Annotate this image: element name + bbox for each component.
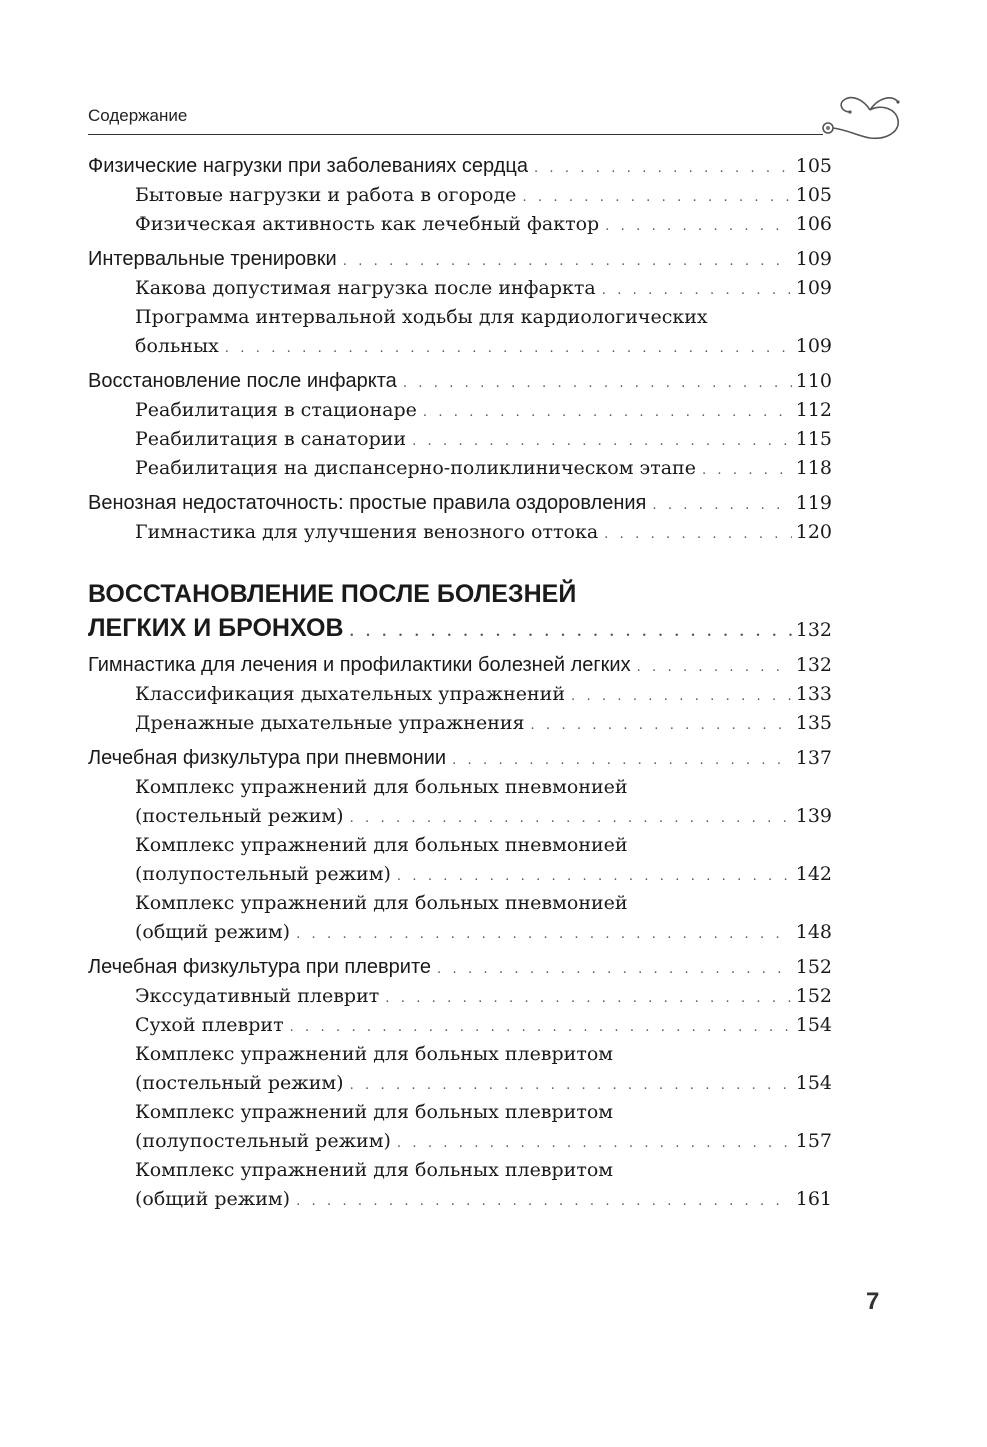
toc-page-number: 154	[795, 1014, 832, 1036]
toc-entry-title: (постельный режим)	[135, 1072, 344, 1094]
toc-page-number: 137	[795, 747, 832, 769]
toc-page-number: 133	[795, 683, 832, 705]
toc-page-number: 109	[795, 248, 832, 270]
toc-subsection-entry[interactable]	[88, 396, 832, 425]
toc-entry-title-line: Комплекс упражнений для больных пневмонией	[135, 892, 628, 914]
part-heading[interactable]	[88, 577, 832, 645]
toc-section-lungs	[88, 651, 832, 1214]
leader-dots	[437, 955, 792, 984]
toc-subsection-entry[interactable]	[88, 1011, 832, 1040]
page-number: 7	[866, 1288, 880, 1315]
toc-page-number: 118	[795, 457, 832, 479]
toc-section-entry[interactable]	[88, 152, 832, 181]
toc-entry-title: Лечебная физкультура при пневмонии	[88, 747, 447, 769]
toc-entry-title: (полупостельный режим)	[135, 1130, 391, 1152]
toc-page-number: 109	[795, 335, 832, 357]
toc-entry-title: Физическая активность как лечебный фактор	[135, 213, 600, 235]
toc-page-number: 142	[795, 863, 832, 885]
toc-subsection-entry[interactable]	[88, 680, 832, 709]
toc-entry-title: Сухой плеврит	[135, 1014, 284, 1036]
toc-page-number: 120	[795, 521, 832, 543]
part-title-line1: ВОССТАНОВЛЕНИЕ ПОСЛЕ БОЛЕЗНЕЙ	[88, 580, 577, 608]
toc-subsection-entry[interactable]	[88, 982, 832, 1011]
leader-dots	[637, 653, 792, 682]
toc-entry-title: больных	[135, 335, 219, 357]
toc-page-number: 112	[795, 399, 832, 421]
toc-page-number: 105	[795, 155, 832, 177]
toc-entry-continuation	[88, 1127, 832, 1156]
toc-entry-title: (постельный режим)	[135, 805, 344, 827]
toc-entry-title: Физические нагрузки при заболеваниях сердца	[88, 155, 528, 177]
leader-dots	[385, 984, 791, 1013]
toc-subsection-entry[interactable]	[88, 454, 832, 483]
toc-entry-continuation	[88, 332, 832, 361]
leader-dots	[403, 369, 792, 398]
toc-entry-title-line: Комплекс упражнений для больных плевритом	[135, 1043, 614, 1065]
toc-entry-title-line: Комплекс упражнений для больных плевритом	[135, 1101, 614, 1123]
toc-page-number: 139	[795, 805, 832, 827]
leader-dots	[702, 456, 792, 485]
toc-page-number: 105	[795, 184, 832, 206]
toc-entry-continuation	[88, 802, 832, 831]
toc-page-number: 110	[795, 370, 832, 392]
toc-subsection-entry[interactable]	[88, 709, 832, 738]
toc-page-number: 135	[795, 712, 832, 734]
running-header: Содержание	[88, 106, 188, 125]
toc-entry-title: Реабилитация на диспансерно-поликлиническом этапе	[135, 457, 696, 479]
toc-section-entry[interactable]	[88, 489, 832, 518]
toc-subsection-entry[interactable]	[88, 889, 832, 947]
toc-entry-continuation	[88, 860, 832, 889]
leader-dots	[350, 804, 792, 833]
toc-page-number: 161	[795, 1188, 832, 1210]
leader-dots	[290, 1013, 792, 1042]
leader-dots	[452, 746, 792, 775]
toc-page-number: 152	[795, 956, 832, 978]
toc-subsection-entry[interactable]	[88, 425, 832, 454]
toc-entry-title: Реабилитация в санатории	[135, 428, 407, 450]
toc-entry-continuation	[88, 1069, 832, 1098]
toc-entry-title-line: Комплекс упражнений для больных пневмонией	[135, 834, 628, 856]
toc-section-entry[interactable]	[88, 953, 832, 982]
toc-entry-title: (общий режим)	[135, 1188, 291, 1210]
leader-dots	[605, 212, 792, 241]
leader-dots	[296, 1187, 792, 1216]
toc-page-number: 106	[795, 213, 832, 235]
toc-section-entry[interactable]	[88, 744, 832, 773]
toc-page-number: 109	[795, 277, 832, 299]
toc-entry-title: Восстановление после инфаркта	[88, 370, 397, 392]
leader-dots	[397, 862, 792, 891]
toc-entry-title: Экссудативный плеврит	[135, 985, 380, 1007]
toc-subsection-entry[interactable]	[88, 1156, 832, 1214]
toc-subsection-entry[interactable]	[88, 1040, 832, 1098]
toc-entry-title-line: Комплекс упражнений для больных плевритом	[135, 1159, 614, 1181]
part-page-number: 132	[795, 619, 832, 641]
leader-dots	[343, 247, 792, 276]
toc-entry-title: Гимнастика для улучшения венозного оттока	[135, 521, 599, 543]
leader-dots	[296, 920, 792, 949]
toc-subsection-entry[interactable]	[88, 210, 832, 239]
toc-entry-title: Бытовые нагрузки и работа в огороде	[135, 184, 517, 206]
toc-subsection-entry[interactable]	[88, 773, 832, 831]
table-of-contents	[88, 152, 832, 1214]
toc-entry-title: (полупостельный режим)	[135, 863, 391, 885]
toc-entry-title: Дренажные дыхательные упражнения	[135, 712, 525, 734]
toc-subsection-entry[interactable]	[88, 518, 832, 547]
toc-entry-title: Интервальные тренировки	[88, 248, 337, 270]
leader-dots	[225, 334, 792, 363]
toc-entry-title: Реабилитация в стационаре	[135, 399, 417, 421]
leader-dots	[412, 427, 792, 456]
toc-entry-title: Классификация дыхательных упражнений	[135, 683, 565, 705]
toc-entry-title: (общий режим)	[135, 921, 291, 943]
toc-entry-continuation	[88, 918, 832, 947]
toc-page-number: 154	[795, 1072, 832, 1094]
toc-entry-title: Какова допустимая нагрузка после инфаркта	[135, 277, 596, 299]
toc-subsection-entry[interactable]	[88, 303, 832, 361]
toc-entry-continuation	[88, 1185, 832, 1214]
toc-subsection-entry[interactable]	[88, 274, 832, 303]
toc-subsection-entry[interactable]	[88, 181, 832, 210]
toc-subsection-entry[interactable]	[88, 1098, 832, 1156]
toc-page-number: 119	[795, 492, 832, 514]
leader-dots	[534, 154, 792, 183]
leader-dots	[531, 711, 792, 740]
toc-entry-title-line: Комплекс упражнений для больных пневмонией	[135, 776, 628, 798]
toc-section-cardio	[88, 152, 832, 547]
part-title-line2: ЛЕГКИХ И БРОНХОВ	[88, 614, 344, 642]
toc-section-entry[interactable]	[88, 367, 832, 396]
toc-subsection-entry[interactable]	[88, 831, 832, 889]
leader-dots	[522, 183, 791, 212]
toc-page-number: 157	[795, 1130, 832, 1152]
toc-entry-title: Лечебная физкультура при плеврите	[88, 956, 432, 978]
toc-section-entry[interactable]	[88, 245, 832, 274]
leader-dots	[350, 1071, 792, 1100]
toc-entry-title: Гимнастика для лечения и профилактики болезней легких	[88, 654, 631, 676]
leader-dots	[604, 520, 792, 549]
leader-dots	[350, 616, 792, 650]
leader-dots	[571, 682, 792, 711]
toc-page-number: 152	[795, 985, 832, 1007]
toc-page-number: 148	[795, 921, 832, 943]
leader-dots	[602, 276, 792, 305]
header-rule	[88, 134, 823, 135]
toc-entry-title: Венозная недостаточность: простые правила оздоровления	[88, 492, 647, 514]
leader-dots	[423, 398, 792, 427]
toc-section-entry[interactable]	[88, 651, 832, 680]
toc-entry-title-line: Программа интервальной ходьбы для кардиологических	[135, 306, 708, 328]
toc-page-number: 132	[795, 654, 832, 676]
leader-dots	[652, 491, 791, 520]
toc-page-number: 115	[795, 428, 832, 450]
leader-dots	[397, 1129, 792, 1158]
